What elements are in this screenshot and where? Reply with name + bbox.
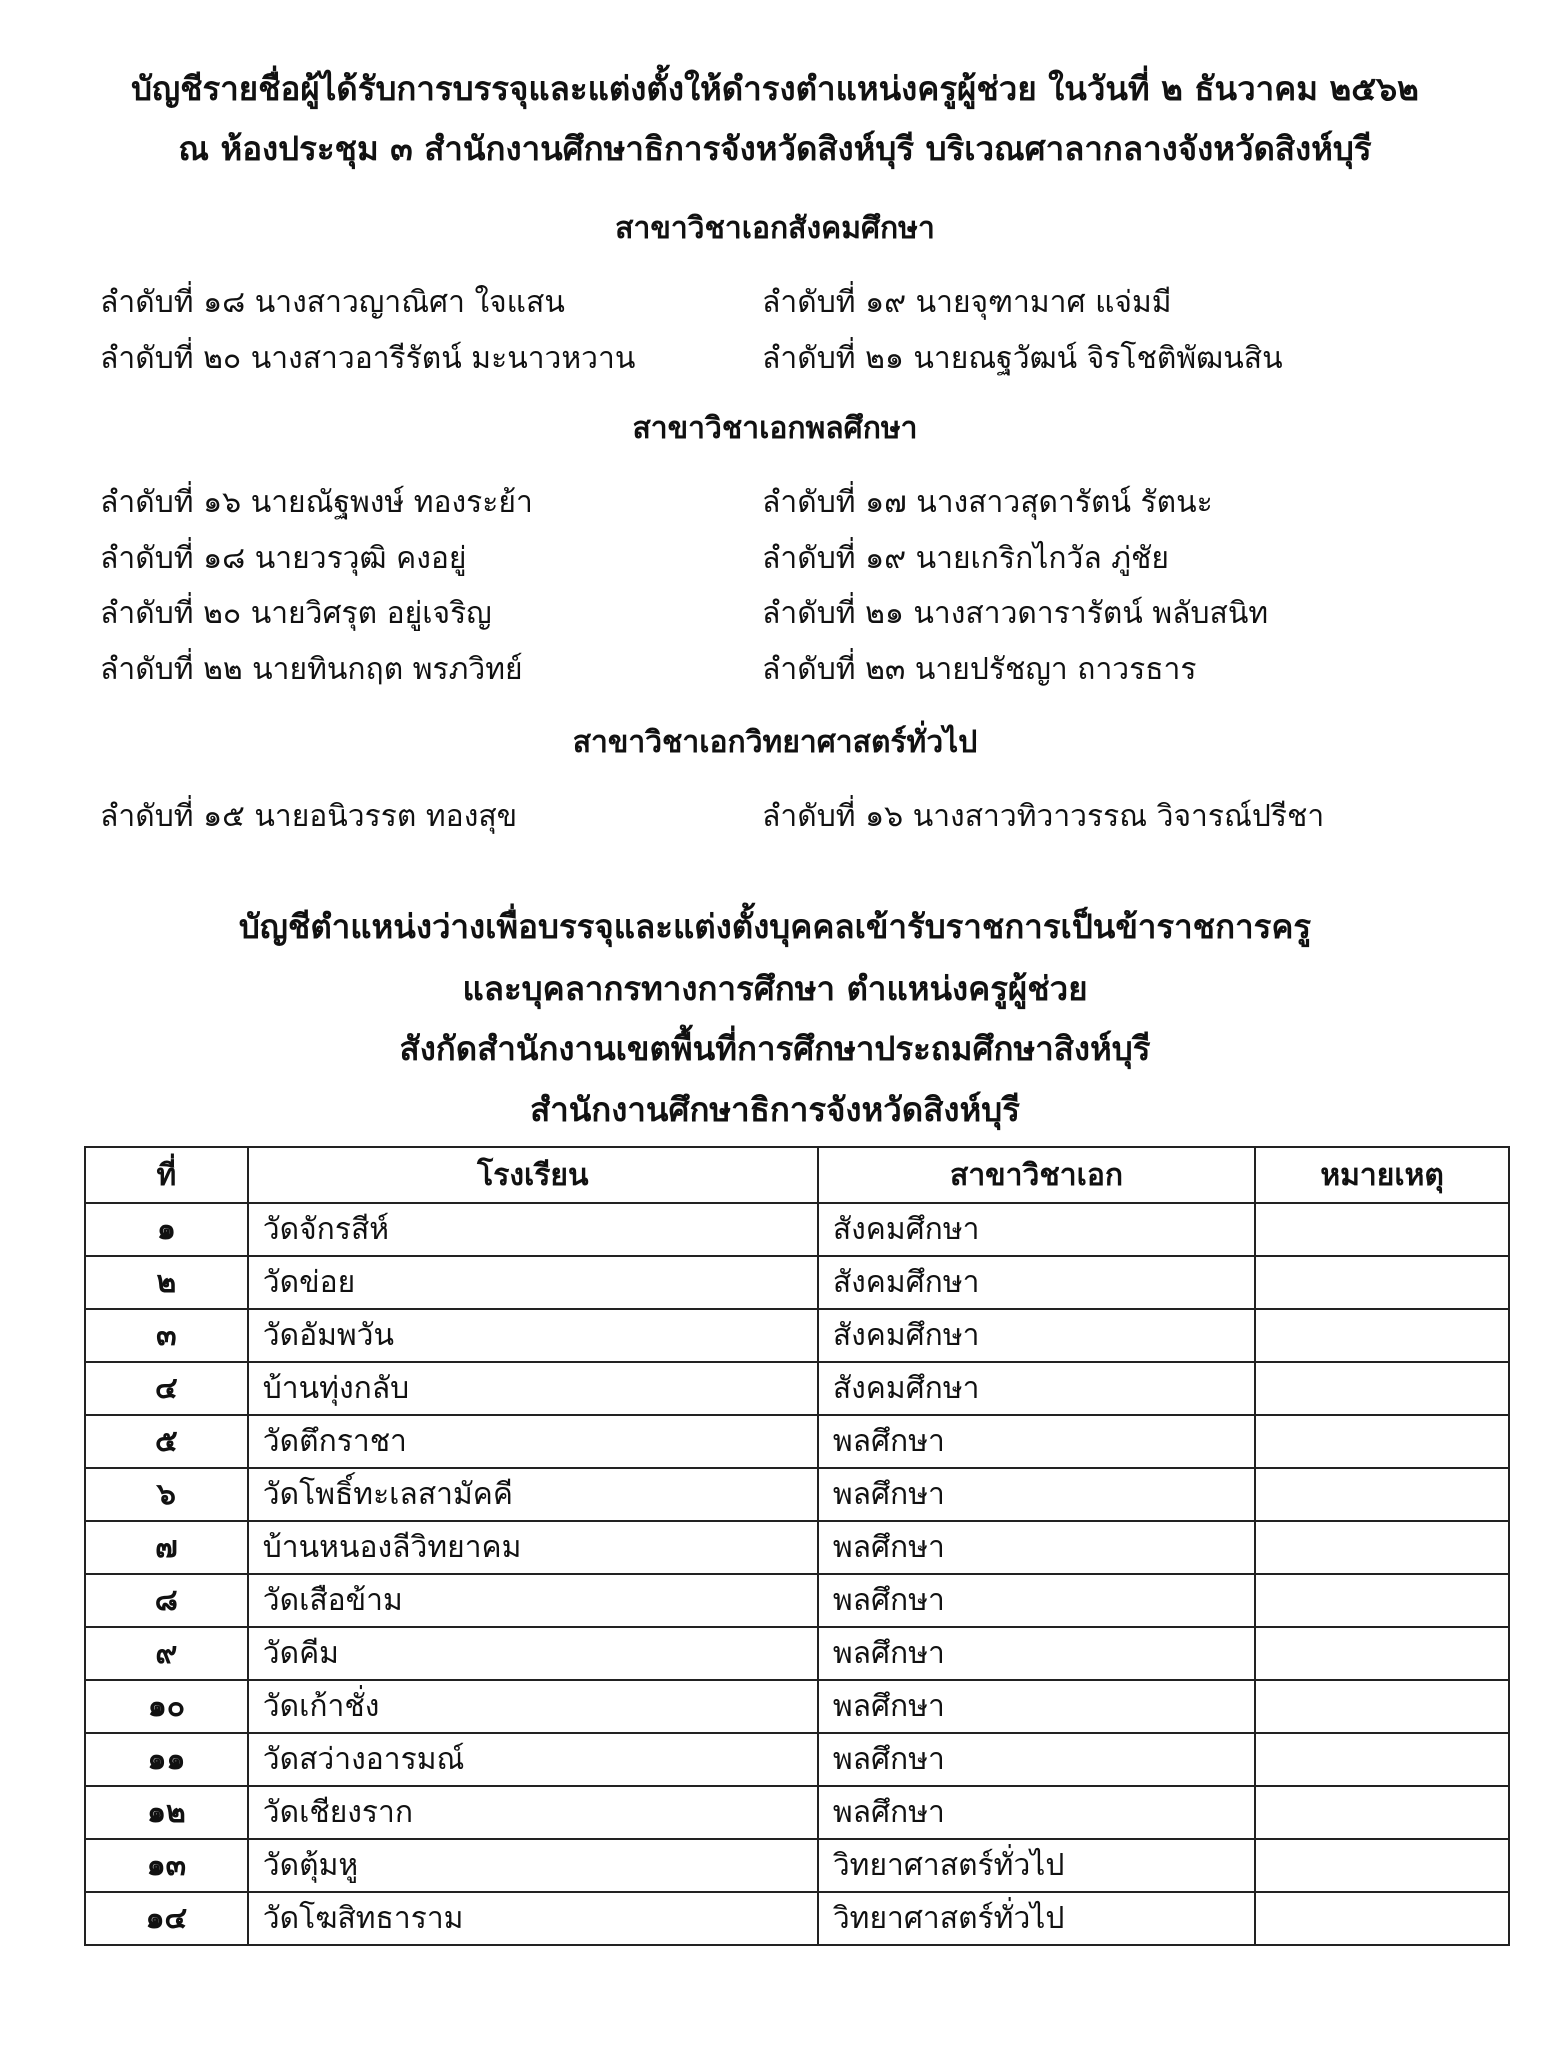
table-row xyxy=(85,1839,1509,1892)
row-number: ๗ xyxy=(85,1521,248,1574)
major-name: พลศึกษา xyxy=(818,1786,1255,1839)
row-number: ๖ xyxy=(85,1468,248,1521)
note-cell xyxy=(1255,1839,1509,1892)
major-name: สังคมศึกษา xyxy=(818,1362,1255,1415)
appointee-entry: ลำดับที่ ๒๒ นายทินกฤต พรภวิทย์ xyxy=(100,652,523,687)
row-number: ๑ xyxy=(85,1203,248,1256)
appointee-entry: ลำดับที่ ๒๑ นายณฐวัฒน์ จิรโชติพัฒนสิน xyxy=(762,341,1283,376)
row-number: ๓ xyxy=(85,1309,248,1362)
vacancy-title-line-2: และบุคลากรทางการศึกษา ตำแหน่งครูผู้ช่วย xyxy=(462,969,1088,1008)
appointee-entry: ลำดับที่ ๑๘ นางสาวญาณิศา ใจแสน xyxy=(100,285,565,320)
school-name: วัดข่อย xyxy=(248,1256,818,1309)
column-header-note: หมายเหตุ xyxy=(1255,1147,1509,1203)
note-cell xyxy=(1255,1892,1509,1945)
column-header-major: สาขาวิชาเอก xyxy=(818,1147,1255,1203)
major-name: พลศึกษา xyxy=(818,1627,1255,1680)
appointee-entry: ลำดับที่ ๑๖ นางสาวทิวาวรรณ วิจารณ์ปรีชา xyxy=(762,799,1325,834)
note-cell xyxy=(1255,1786,1509,1839)
row-number: ๕ xyxy=(85,1415,248,1468)
table-row xyxy=(85,1521,1509,1574)
appointee-entry: ลำดับที่ ๒๑ นางสาวดารารัตน์ พลับสนิท xyxy=(762,596,1269,631)
row-number: ๑๔ xyxy=(85,1892,248,1945)
table-row xyxy=(85,1256,1509,1309)
appointee-entry: ลำดับที่ ๒๐ นายวิศรุต อยู่เจริญ xyxy=(100,596,492,631)
vacancy-title-line-1: บัญชีตำแหน่งว่างเพื่อบรรจุและแต่งตั้งบุคคลเข้ารับราชการเป็นข้าราชการครู xyxy=(238,907,1312,946)
major-name: วิทยาศาสตร์ทั่วไป xyxy=(818,1892,1255,1945)
appointee-entry: ลำดับที่ ๑๗ นางสาวสุดารัตน์ รัตนะ xyxy=(762,485,1213,520)
appointee-entry: ลำดับที่ ๑๙ นายเกริกไกวัล ภู่ชัย xyxy=(762,541,1169,576)
school-name: วัดโพธิ์ทะเลสามัคคี xyxy=(248,1468,818,1521)
vacancy-title-line-4: สำนักงานศึกษาธิการจังหวัดสิงห์บุรี xyxy=(530,1090,1020,1129)
major-name: พลศึกษา xyxy=(818,1680,1255,1733)
school-name: วัดอัมพวัน xyxy=(248,1309,818,1362)
note-cell xyxy=(1255,1362,1509,1415)
appointee-entry: ลำดับที่ ๑๕ นายอนิวรรต ทองสุข xyxy=(100,799,518,834)
section-heading-general-science: สาขาวิชาเอกวิทยาศาสตร์ทั่วไป xyxy=(572,725,978,760)
document-title-line-1: บัญชีรายชื่อผู้ได้รับการบรรจุและแต่งตั้งให้ดำรงตำแหน่งครูผู้ช่วย ในวันที่ ๒ ธันวาคม ๒๕๖๒ xyxy=(131,69,1419,108)
school-name: วัดโฆสิทธาราม xyxy=(248,1892,818,1945)
column-header-school: โรงเรียน xyxy=(248,1147,818,1203)
document-title-line-2: ณ ห้องประชุม ๓ สำนักงานศึกษาธิการจังหวัดสิงห์บุรี บริเวณศาลากลางจังหวัดสิงห์บุรี xyxy=(178,129,1372,168)
table-row xyxy=(85,1733,1509,1786)
table-row xyxy=(85,1627,1509,1680)
note-cell xyxy=(1255,1680,1509,1733)
row-number: ๘ xyxy=(85,1574,248,1627)
table-row xyxy=(85,1468,1509,1521)
note-cell xyxy=(1255,1256,1509,1309)
school-name: วัดจักรสีห์ xyxy=(248,1203,818,1256)
table-row xyxy=(85,1203,1509,1256)
row-number: ๑๑ xyxy=(85,1733,248,1786)
school-name: บ้านหนองลีวิทยาคม xyxy=(248,1521,818,1574)
major-name: วิทยาศาสตร์ทั่วไป xyxy=(818,1839,1255,1892)
note-cell xyxy=(1255,1415,1509,1468)
major-name: พลศึกษา xyxy=(818,1521,1255,1574)
note-cell xyxy=(1255,1309,1509,1362)
appointee-entry: ลำดับที่ ๒๐ นางสาวอารีรัตน์ มะนาวหวาน xyxy=(100,341,636,376)
vacancy-table xyxy=(84,1146,1510,1946)
school-name: วัดเชียงราก xyxy=(248,1786,818,1839)
major-name: พลศึกษา xyxy=(818,1415,1255,1468)
major-name: สังคมศึกษา xyxy=(818,1203,1255,1256)
note-cell xyxy=(1255,1203,1509,1256)
table-row xyxy=(85,1680,1509,1733)
row-number: ๑๓ xyxy=(85,1839,248,1892)
row-number: ๙ xyxy=(85,1627,248,1680)
major-name: พลศึกษา xyxy=(818,1733,1255,1786)
table-row xyxy=(85,1574,1509,1627)
table-row xyxy=(85,1362,1509,1415)
note-cell xyxy=(1255,1574,1509,1627)
table-row xyxy=(85,1309,1509,1362)
section-heading-social-studies: สาขาวิชาเอกสังคมศึกษา xyxy=(615,211,935,246)
table-row xyxy=(85,1892,1509,1945)
table-row xyxy=(85,1786,1509,1839)
appointee-entry: ลำดับที่ ๑๘ นายวรวุฒิ คงอยู่ xyxy=(100,541,467,576)
school-name: วัดคีม xyxy=(248,1627,818,1680)
major-name: พลศึกษา xyxy=(818,1574,1255,1627)
school-name: วัดเก้าชั่ง xyxy=(248,1680,818,1733)
major-name: สังคมศึกษา xyxy=(818,1256,1255,1309)
major-name: พลศึกษา xyxy=(818,1468,1255,1521)
school-name: วัดเสือข้าม xyxy=(248,1574,818,1627)
appointee-entry: ลำดับที่ ๑๙ นายจุฑามาศ แจ่มมี xyxy=(762,285,1172,320)
note-cell xyxy=(1255,1627,1509,1680)
row-number: ๒ xyxy=(85,1256,248,1309)
vacancy-title-line-3: สังกัดสำนักงานเขตพื้นที่การศึกษาประถมศึกษาสิงห์บุรี xyxy=(399,1029,1151,1068)
table-row xyxy=(85,1415,1509,1468)
school-name: วัดตุ้มหู xyxy=(248,1839,818,1892)
major-name: สังคมศึกษา xyxy=(818,1309,1255,1362)
school-name: วัดสว่างอารมณ์ xyxy=(248,1733,818,1786)
school-name: วัดตึกราชา xyxy=(248,1415,818,1468)
row-number: ๔ xyxy=(85,1362,248,1415)
table-header-row xyxy=(85,1147,1509,1203)
appointee-entry: ลำดับที่ ๒๓ นายปรัชญา ถาวรธาร xyxy=(762,652,1197,687)
note-cell xyxy=(1255,1468,1509,1521)
row-number: ๑๒ xyxy=(85,1786,248,1839)
note-cell xyxy=(1255,1733,1509,1786)
row-number: ๑๐ xyxy=(85,1680,248,1733)
section-heading-physical-education: สาขาวิชาเอกพลศึกษา xyxy=(632,411,918,446)
note-cell xyxy=(1255,1521,1509,1574)
column-header-no: ที่ xyxy=(85,1147,248,1203)
school-name: บ้านทุ่งกลับ xyxy=(248,1362,818,1415)
appointee-entry: ลำดับที่ ๑๖ นายณัฐพงษ์ ทองระย้า xyxy=(100,485,533,520)
